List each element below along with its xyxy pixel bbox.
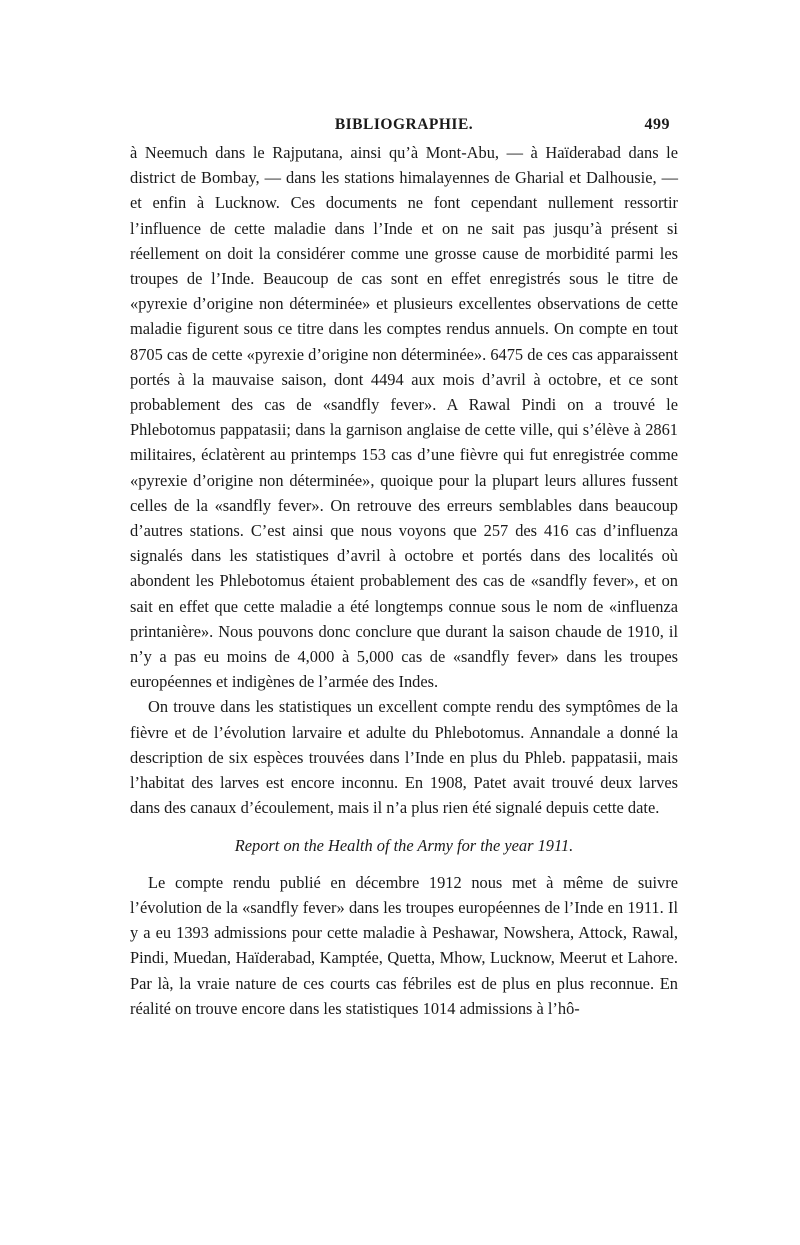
body-text	[130, 140, 678, 1021]
book-page	[130, 112, 678, 1021]
paragraph-2: On trouve dans les statistiques un excellent compte rendu des symptômes de la fièvre et de l’évolution larvaire et adulte du Phlebotomus. Annandale a donné la description de six espèces trouvées dans l’Inde en plus du Phleb. pappatasii, mais l’habitat des larves est encore inconnu. En 1908, Patet avait trouvé deux larves dans des canaux d’écoulement, mais il n’a plus rien été signalé depuis cette date.	[130, 697, 678, 818]
running-head	[130, 112, 678, 140]
running-title: BIBLIOGRAPHIE.	[334, 116, 474, 133]
paragraph-3: Le compte rendu publié en décembre 1912 nous met à même de suivre l’évolution de la «sandfly fever» dans les troupes européennes de l’Inde en 1911. Il y a eu 1393 admissions pour cette maladie à Peshawar, Nowshera, Attock, Rawal, Pindi, Muedan, Haïderabad, Kamptée, Quetta, Mhow, Lucknow, Meerut et Lahore. Par là, la vraie nature de ces courts cas fébriles est de plus en plus reconnue. En réalité on trouve encore dans les statistiques 1014 admissions à l’hô-	[130, 872, 678, 1018]
paragraph-1: à Neemuch dans le Rajputana, ainsi qu’à Mont-Abu, — à Haïderabad dans le district de Bombay, — dans les stations himalayennes de Gharial et Dalhousie, — et enfin à Lucknow. Ces documents ne font cependant nullement ressortir l’influence de cette maladie dans l’Inde et on ne sait pas jusqu’à présent si réellement on doit la considérer comme une grosse cause de morbidité parmi les troupes de l’Inde. Beaucoup de cas sont en effet enregistrés sous le titre de «pyrexie d’origine non déterminée» et plusieurs excellentes observations de cette maladie figurent sous ce titre dans les comptes rendus annuels. On compte en tout 8705 cas de cette «pyrexie d’origine non déterminée». 6475 de ces cas apparaissent portés à la mauvaise saison, dont 4494 aux mois d’avril à octobre, et ce sont probablement des cas de «sandfly fever». A Rawal Pindi on a trouvé le Phlebotomus pappatasii; dans la garnison anglaise de cette ville, qui s’élève à 2861 militaires, éclatèrent au printemps 153 cas d’une fièvre qui fut enregistrée comme «pyrexie d’origine non déterminée», quoique pour la plupart leurs allures fussent celles de la «sandfly fever». On retrouve des erreurs semblables dans beaucoup d’autres stations. C’est ainsi que nous voyons que 257 des 416 cas d’influenza signalés dans les statistiques d’avril à octobre et portés dans des localités où abondent les Phlebotomus étaient probablement des cas de «sandfly fever», et on sait en effet que cette maladie a été longtemps connue sous le nom de «influenza printanière». Nous pouvons donc conclure que durant la saison chaude de 1910, il n’y a pas eu moins de 4,000 à 5,000 cas de «sandfly fever» dans les troupes européennes et indigènes de l’armée des Indes.	[130, 143, 678, 692]
page-number: 499	[644, 116, 670, 133]
section-heading: Report on the Health of the Army for the year 1911.	[234, 836, 574, 856]
